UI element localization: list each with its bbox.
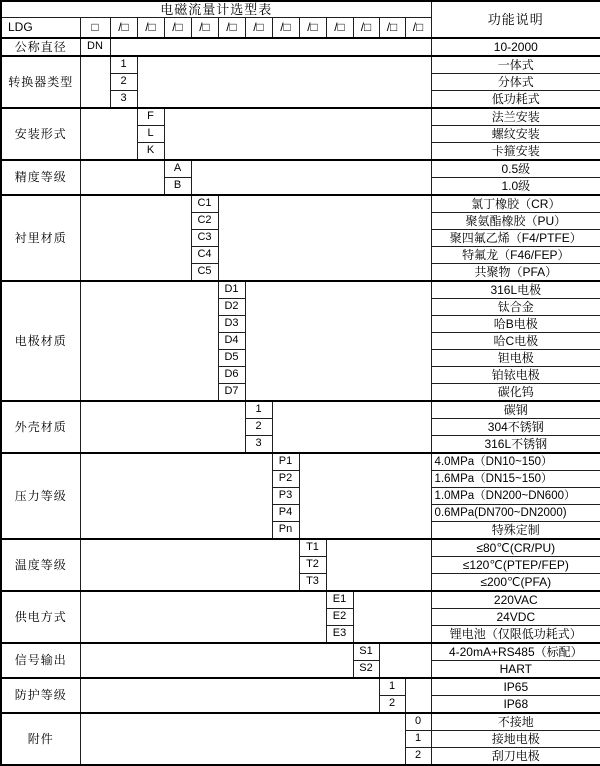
function-cell: ≤120℃(PTEP/FEP) (431, 557, 600, 574)
code-cell: 1 (110, 56, 137, 74)
table-row (1, 678, 600, 696)
empty-cell (80, 453, 272, 539)
empty-cell (110, 38, 431, 56)
category-label: 转换器类型 (1, 56, 80, 108)
table-row (1, 38, 600, 56)
function-cell: 哈C电极 (431, 333, 600, 350)
code-cell: A (164, 160, 191, 178)
empty-cell (326, 539, 431, 591)
category-label: 防护等级 (1, 678, 80, 713)
code-cell: T2 (299, 557, 326, 574)
code-cell: C4 (191, 247, 218, 264)
empty-cell (164, 108, 431, 160)
empty-cell (379, 643, 431, 678)
code-cell: C1 (191, 195, 218, 213)
code-cell: 0 (405, 713, 431, 731)
table-row (1, 591, 600, 609)
empty-cell (80, 195, 191, 281)
model-slot: /□ (137, 18, 164, 39)
empty-cell (80, 591, 326, 643)
model-slot: /□ (299, 18, 326, 39)
function-cell: 碳钢 (431, 401, 600, 419)
model-slot: /□ (218, 18, 245, 39)
function-cell: 共聚物（PFA） (431, 264, 600, 282)
code-cell: 2 (379, 696, 405, 714)
code-cell: D5 (218, 350, 245, 367)
code-cell: C3 (191, 230, 218, 247)
table-row (1, 643, 600, 661)
empty-cell (353, 591, 431, 643)
empty-cell (299, 453, 431, 539)
function-cell: HART (431, 661, 600, 679)
function-cell: 卡箍安装 (431, 143, 600, 161)
code-cell: D1 (218, 281, 245, 299)
empty-cell (80, 160, 164, 195)
function-cell: ≤80℃(CR/PU) (431, 539, 600, 557)
function-cell: ≤200℃(PFA) (431, 574, 600, 592)
code-cell: S2 (353, 661, 379, 679)
empty-cell (245, 281, 431, 401)
code-cell: 2 (110, 74, 137, 91)
table-row (1, 401, 600, 419)
code-cell: B (164, 178, 191, 196)
table-row (1, 56, 600, 74)
function-cell: 0.5级 (431, 160, 600, 178)
code-cell: 3 (245, 436, 272, 454)
function-cell: 钽电极 (431, 350, 600, 367)
function-cell: 4.0MPa（DN10~150） (431, 453, 600, 471)
code-cell: D6 (218, 367, 245, 384)
code-cell: S1 (353, 643, 379, 661)
code-cell: Pn (272, 522, 299, 540)
function-cell: 锂电池（仅限低功耗式） (431, 626, 600, 644)
category-label: 安装形式 (1, 108, 80, 160)
category-label: 公称直径 (1, 38, 80, 56)
function-cell: 特殊定制 (431, 522, 600, 540)
model-slot: /□ (110, 18, 137, 39)
code-cell: 3 (110, 91, 137, 109)
function-cell: 聚四氟乙烯（F4/PTFE） (431, 230, 600, 247)
code-cell: P2 (272, 471, 299, 488)
category-label: 供电方式 (1, 591, 80, 643)
empty-cell (405, 678, 431, 713)
model-prefix: LDG (1, 18, 80, 39)
category-label: 信号输出 (1, 643, 80, 678)
function-cell: 聚氨酯橡胶（PU） (431, 213, 600, 230)
code-cell: 1 (379, 678, 405, 696)
function-cell: 0.6MPa(DN700~DN2000) (431, 505, 600, 522)
code-cell: 2 (405, 748, 431, 766)
function-cell: 螺纹安装 (431, 126, 600, 143)
table-row (1, 160, 600, 178)
title-row (1, 1, 600, 18)
function-cell: 24VDC (431, 609, 600, 626)
empty-cell (191, 160, 431, 195)
empty-cell (80, 643, 353, 678)
empty-cell (272, 401, 431, 453)
empty-cell (80, 108, 137, 160)
function-cell: 低功耗式 (431, 91, 600, 109)
code-cell: D7 (218, 384, 245, 402)
code-cell: D3 (218, 316, 245, 333)
code-cell: E3 (326, 626, 353, 644)
function-cell: 分体式 (431, 74, 600, 91)
table-row (1, 195, 600, 213)
category-label: 衬里材质 (1, 195, 80, 281)
code-cell: 1 (405, 731, 431, 748)
model-slot: /□ (353, 18, 379, 39)
empty-cell (137, 56, 431, 108)
model-slot: /□ (405, 18, 431, 39)
code-cell: 1 (245, 401, 272, 419)
table-row (1, 281, 600, 299)
empty-cell (80, 281, 218, 401)
model-slot: /□ (326, 18, 353, 39)
table-title: 电磁流量计选型表 (1, 1, 431, 18)
table-row (1, 108, 600, 126)
code-cell: E1 (326, 591, 353, 609)
function-cell: 1.6MPa（DN15~150） (431, 471, 600, 488)
function-cell: 碳化钨 (431, 384, 600, 402)
category-label: 精度等级 (1, 160, 80, 195)
model-slot: /□ (164, 18, 191, 39)
function-cell: IP65 (431, 678, 600, 696)
table-row (1, 453, 600, 471)
function-cell: 接地电极 (431, 731, 600, 748)
model-slot: /□ (191, 18, 218, 39)
function-cell: 铂铱电极 (431, 367, 600, 384)
model-slot-first: □ (80, 18, 110, 39)
category-label: 电极材质 (1, 281, 80, 401)
model-slot: /□ (245, 18, 272, 39)
category-label: 温度等级 (1, 539, 80, 591)
function-cell: 特氟龙（F46/FEP） (431, 247, 600, 264)
function-column-header: 功能说明 (431, 1, 600, 38)
function-cell: 10-2000 (431, 38, 600, 56)
function-cell: 不接地 (431, 713, 600, 731)
code-cell: P1 (272, 453, 299, 471)
code-cell: D4 (218, 333, 245, 350)
empty-cell (80, 713, 405, 765)
function-cell: 220VAC (431, 591, 600, 609)
category-label: 外壳材质 (1, 401, 80, 453)
function-cell: 304不锈钢 (431, 419, 600, 436)
function-cell: 法兰安装 (431, 108, 600, 126)
code-cell: C5 (191, 264, 218, 282)
function-cell: 钛合金 (431, 299, 600, 316)
code-cell: F (137, 108, 164, 126)
empty-cell (80, 678, 379, 713)
empty-cell (80, 539, 299, 591)
function-cell: 一体式 (431, 56, 600, 74)
function-cell: IP68 (431, 696, 600, 714)
function-cell: 1.0级 (431, 178, 600, 196)
model-slot: /□ (379, 18, 405, 39)
empty-cell (218, 195, 431, 281)
code-cell: D2 (218, 299, 245, 316)
empty-cell (80, 56, 110, 108)
code-cell: C2 (191, 213, 218, 230)
function-cell: 316L不锈钢 (431, 436, 600, 454)
function-cell: 氯丁橡胶（CR） (431, 195, 600, 213)
category-label: 压力等级 (1, 453, 80, 539)
code-cell: DN (80, 38, 110, 56)
code-cell: T3 (299, 574, 326, 592)
code-cell: K (137, 143, 164, 161)
model-slot: /□ (272, 18, 299, 39)
function-cell: 4-20mA+RS485（标配） (431, 643, 600, 661)
function-cell: 316L电极 (431, 281, 600, 299)
function-cell: 哈B电极 (431, 316, 600, 333)
category-label: 附件 (1, 713, 80, 765)
table-row (1, 539, 600, 557)
code-cell: T1 (299, 539, 326, 557)
code-cell: P4 (272, 505, 299, 522)
function-cell: 刮刀电极 (431, 748, 600, 766)
code-cell: P3 (272, 488, 299, 505)
empty-cell (80, 401, 245, 453)
code-cell: E2 (326, 609, 353, 626)
code-cell: 2 (245, 419, 272, 436)
code-cell: L (137, 126, 164, 143)
function-cell: 1.0MPa（DN200~DN600） (431, 488, 600, 505)
